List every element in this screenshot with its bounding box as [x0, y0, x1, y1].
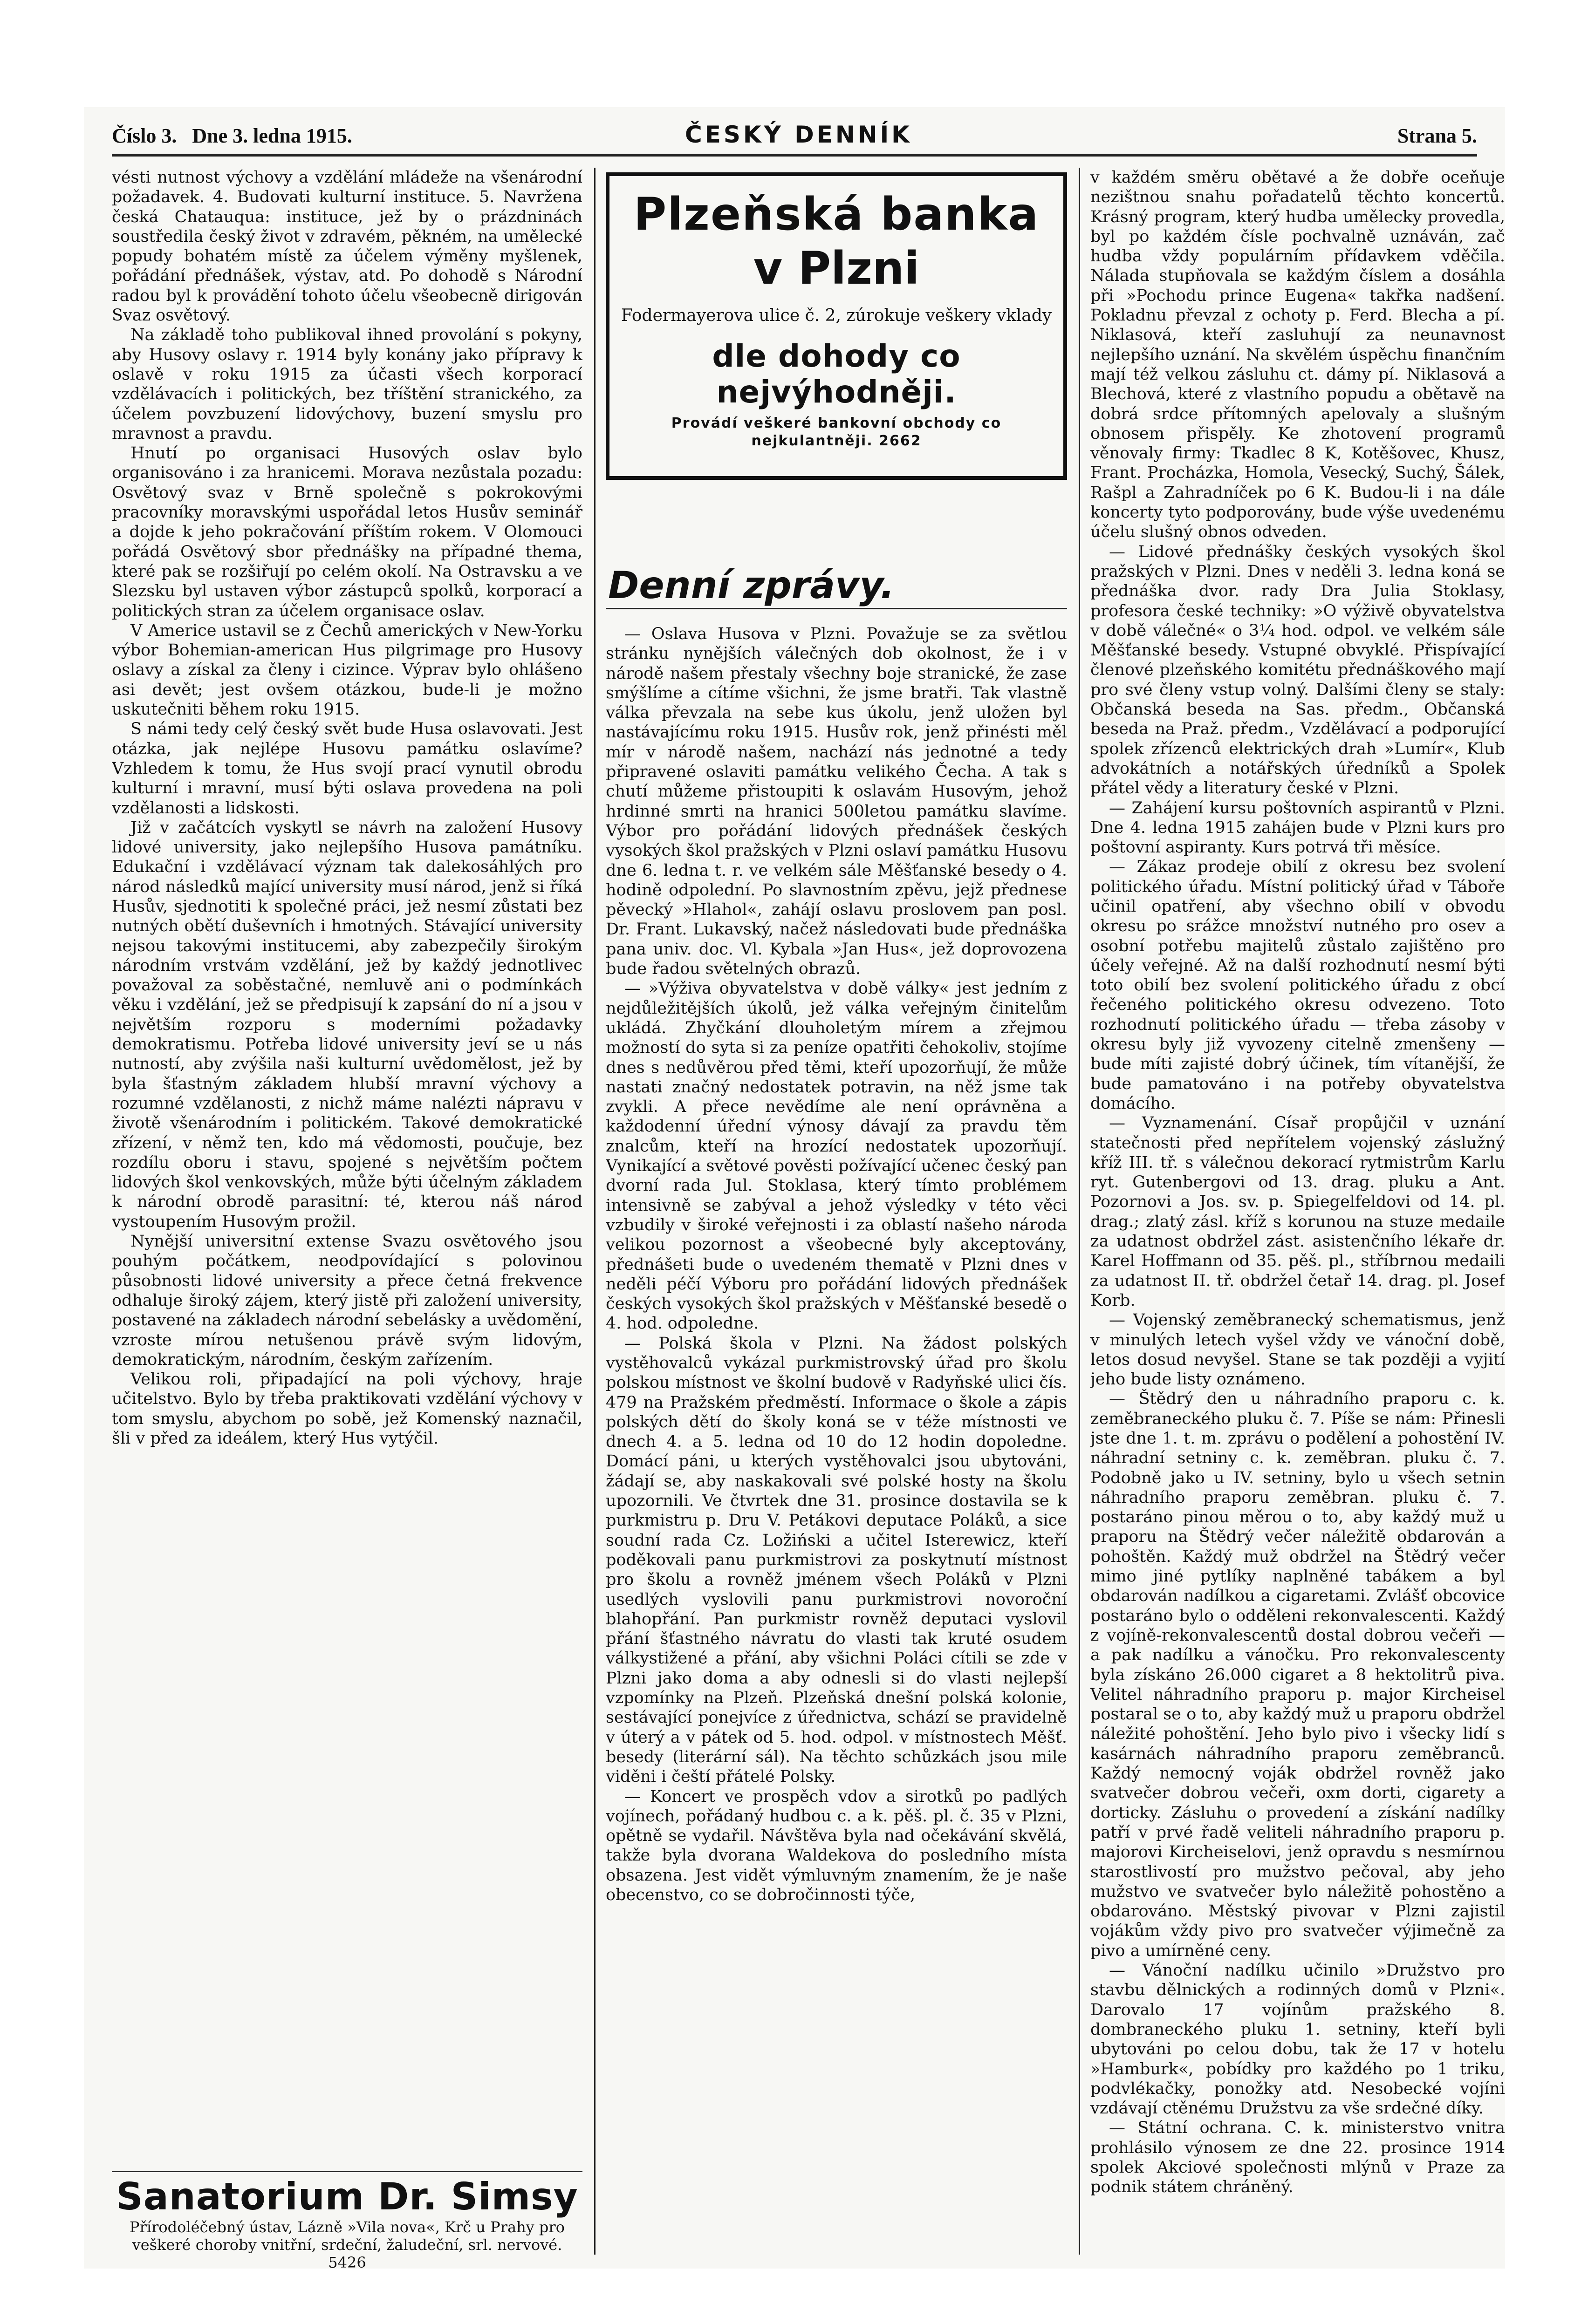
- paragraph: S námi tedy celý český svět bude Husa oslavovati. Jest otázka, jak nejlépe Husovu památku oslavíme? Vzhledem k tomu, že Hus svojí prací vynutil obrodu kulturní i mravní, musí býti oslava provedena na poli vzdělanosti a lidskosti.: [112, 720, 582, 818]
- news-item: — Štědrý den u náhradního praporu c. k. zeměbraneckého pluku č. 7. Píše se nám: Přinesli jste dne 1. t. m. zprávu o podělení a pohostění IV. náhradní setniny c. k. zeměbran. pluku č. 7. Podobně jako u IV. setniny, bylo u všech setnin náhradního praporu zeměbran. pluku č. 7. postaráno pinou měrou o to, aby každý muž u praporu na Štědrý večer náležitě obdarován a pohoštěn. Každý muž obdržel na Štědrý večer mimo jiné pytlíky naplněné tabákem a byl obdarován nadílkou a cigaretami. Zvlášť obcovice postaráno bylo o odděleni rekonvalescenti. Každý z vojíně-rekonvalescentů dostal dobrou večeři — a pak nadílku a vánočku. Pro rekonvalescenty byla získáno 26.000 cigaret a 8 hektolitrů piva. Velitel náhradního praporu p. major Kircheisel postaral se o to, aby každý muž u praporu obdržel náležité pohoštění. Jeho bylo pivo i všecky lidí s kasárnách náhradního praporu zeměbranců. Každý nemocný voják obdržel rovněž jako svatvečer dobrou večeři, oxm dorti, cigarety a dorticky. Zásluhu o provedení a získání nadílky patří v prvé řadě veliteli náhradního praporu p. majorovi Kircheiselovi, jenž opravdu s nesmírnou starostlivostí pro mužstvo pečoval, aby jeho mužstvo ve svatvečer bylo náležitě pohostěno a obdarováno. Městský pivovar v Plzni zajistil vojákům vždy pivo pro svatvečer výjimečně za pivo a umírněné ceny.: [1090, 1390, 1505, 1960]
- section-rule: [606, 608, 1067, 609]
- paragraph: Velikou roli, připadající na poli výchovy, hraje učitelstvo. Bylo by třeba praktikovati vzdělání výchovy v tom smyslu, abychom po sobě, jež Komenský naznačil, šli v před za ideálem, který Hus vytýčil.: [112, 1370, 582, 1448]
- newspaper-title: ČESKÝ DENNÍK: [685, 121, 912, 148]
- news-item: — Vánoční nadílku učinilo »Družstvo pro stavbu dělnických a rodinných domů v Plzni«. Darovalo 17 vojínům pražského 8. dombraneckého pluku 1. setniny, kteří byli ubytováni po celou dobu, tak že 17 v hotelu »Hamburk«, pobídky pro každého po 1 triku, podvlékačky, ponožky atd. Nesobecké vojíni vzdávají ctěnému Družstvu za vše srdečné díky.: [1090, 1961, 1505, 2118]
- bank-advert: [606, 172, 1067, 480]
- paragraph: Hnutí po organisaci Husových oslav bylo organisováno i za hranicemi. Morava nezůstala pozadu: Osvětový svaz v Brně společně s pokrokovými pracovníky moravskými uspořádal letos Husův seminář a dojde k jeho pokračování příštím rokem. V Olomouci pořádá Osvětový sbor přednášky na případné thema, které pak se rozšiřují po celém okolí. Na Ostravsku a ve Slezsku byl ustaven výbor zástupců spolků, korporací a politických stran za účelem organisace oslav.: [112, 444, 582, 620]
- newspaper-page: [84, 107, 1505, 2269]
- issue-and-date: Číslo 3. Dne 3. ledna 1915.: [112, 124, 352, 147]
- news-item: v každém směru obětavé a že dobře oceňuje nezištnou snahu pořadatelů těchto koncertů. Krásný program, který hudba umělecky provedla, byl po každém čísle pochvalně uznáván, zač hudba vždy populárním přídavkem vděčila. Nálada stupňovala se každým číslem a dosáhla při »Pochodu prince Eugena« takřka nadšení. Pokladnu převzal z ochoty p. Ferd. Blecha a pí. Niklasová, kteří zasluhují za neunavnost nejlepšího uznání. Na skvělém úspěchu finančním mají též velkou zásluhu ct. dámy pí. Niklasová a Blechová, které z vlastního popudu a obětavě na dobrá srdce přítomných apelovaly a slušným obnosem přispěly. Ke zhotovení programů věnovaly firmy: Tkadlec 8 K, Kotěšovec, Khusz, Frant. Procházka, Homola, Vesecký, Suchý, Šálek, Rašpl a Zahradníček po 6 K. Budou-li i na dále koncerty tyto podporovány, bude výše uvedenému účelu slušný obnos odveden.: [1090, 168, 1505, 542]
- news-item: — »Výživa obyvatelstva v době války« jest jedním z nejdůležitějších úkolů, jež válka veřejným činitelům ukládá. Zhyčkání dlouholetým mírem a zřejmou možností do syta si za peníze opatřiti čehokoliv, stojíme dnes s nedůvěrou před těmi, kteří upozorňují, že může nastati značný nedostatek potravin, na něž jsme tak zvykli. A přece nevědíme ale není oprávněna a každodenní úřední výnosy dávají za pravdu těm znalcům, kteří na hrozící nedostatek upozorňují. Vynikající a světové pověsti požívající učenec český pan dvorní rada Jul. Stoklasa, který tímto problémem intensivně se zabýval a jehož výsledky v této věci vzbudily v široké veřejnosti i za oblastí našeho národa velikou pozornost a všeobecné byly akceptovány, přednášeti bude o uvedeném thematě v Plzni dnes v neděli péčí Výboru pro pořádání lidových přednášek českých vysokých škol pražských v Měšťanské besedě o 4. hod. odpoledne.: [606, 979, 1067, 1333]
- news-item: — Zákaz prodeje obilí z okresu bez svolení politického úřadu. Místní politický úřad v Táboře učinil opatření, aby všechno obilí v obvodu okresu po srážce množství nutného pro osev a osobní potřebu majitelů zůstalo zajištěno pro účely veřejné. Až na další rozhodnutí nesmí býti toto obilí bez svolení politického úřadu z obcí řečeného politického okresu odvezeno. Toto rozhodnutí politického úřadu — třeba zásoby v okresu byly již vyvozeny citelně zmenšeny — bude míti zajisté dobrý účinek, tím vítanější, že bude pamatováno i na potřeby obyvatelstva domácího.: [1090, 858, 1505, 1113]
- news-item: — Vojenský zeměbranecký schematismus, jenž v minulých letech vyšel vždy ve vánoční době, letos dosud nevyšel. Stane se tak později a vyjití jeho bude listy oznámeno.: [1090, 1311, 1505, 1389]
- news-item: — Oslava Husova v Plzni. Považuje se za světlou stránku nynějších válečných dob okolnost, že i v národě našem přestaly všechny boje stranické, že zase smýšlíme a cítíme všichni, že jsme bratři. Tak vlastně válka převzala na sebe kus úkolu, jenž uložen byl nastávajícímu roku 1915. Husův rok, jenž přinésti měl mír v národě našem, nachází nás jednotné a tedy připravené oslaviti památku velikého Čecha. A tak s chutí můžeme přistoupiti k oslavám Husovým, jehož hrdinné smrti na hranici 500letou památku slavíme. Výbor pro pořádání lidových přednášek českých vysokých škol pražských v Plzni oslaví památku Husovu dne 6. ledna t. r. ve velkém sále Měšťanské besedy o 4. hodině odpolední. Po slavnostním zpěvu, jejž přednese pěvecký »Hlahol«, zahájí oslavu proslovem pan posl. Dr. Frant. Lukavský, načež následovati bude přednáška pana univ. doc. Vl. Kybala »Jan Hus«, jež doprovozena bude řadou světelných obrazů.: [606, 625, 1067, 979]
- page-header: [112, 121, 1477, 157]
- paragraph: Nynější universitní extense Svazu osvětového jsou pouhým počátkem, neodpovídající s polovinou působnosti lidové university a přece četná frekvence odhaluje široký zájem, který jistě při založení university, postavené na základech národní sebelásky a uvědomění, vzroste mírou netušenou právě svým lidovým, demokratickým, národním, českým zařízením.: [112, 1232, 582, 1369]
- news-item: — Státní ochrana. C. k. ministerstvo vnitra prohlásilo výnosem ze dne 22. prosince 1914 spolek Akciové společnosti mlýnů v Praze za podnik státem chráněný.: [1090, 2119, 1505, 2197]
- bank-slogan: dle dohody co nejvýhodněji.: [712, 338, 961, 410]
- bank-address: Fodermayerova ulice č. 2, zúrokuje veškery vklady: [621, 306, 1052, 325]
- sanatorium-text: Přírodoléčebný ústav, Lázně »Vila nova«, Krč u Prahy pro veškeré choroby vnitřní, srdeční, žaludeční, srl. nervové. 5426: [130, 2218, 565, 2271]
- news-item: — Polská škola v Plzni. Na žádost polských vystěhovalců vykázal purkmistrovský úřad pro školu polskou místnost ve školní budově v Radyňské ulici čís. 479 na Pražském předměstí. Informace o škole a zápis polských dětí do školy koná se v téže místnosti ve dnech 4. a 5. ledna od 10 do 12 hodin dopoledne. Domácí páni, u kterých vystěhovalci jsou ubytováni, žádají se, aby naskakovali své polské hosty na školu upozornili. Ve čtvrtek dne 31. prosince dostavila se k purkmistru p. Dru V. Petákovi deputace Poláků, a sice soudní rada Cz. Ložiński a učitel Isterewicz, kteří poděkovali panu purkmistrovi za poskytnutí místnost pro školu a rovněž jménem všech Poláků v Plzni usedlých vyslovili panu purkmistrovi novoroční blahopřání. Pan purkmistr rovněž deputaci vyslovil přání šťastného návratu do vlasti tak kruté osudem válkystižené a přání, aby všichni Poláci cítili se zde v Plzni jako doma a aby odnesli si do vlasti nejlepší vzpomínky na Plzeň. Plzeňská dnešní polská kolonie, sestávající ponejvíce z úřednictva, schází se pravidelně v úterý a v pátek od 5. hod. odpol. v místnostech Měšť. besedy (literární sál). Na těchto schůzkách jsou mile viděni i čeští přátelé Polsky.: [606, 1334, 1067, 1786]
- column-divider: [1079, 168, 1080, 2255]
- paragraph: vésti nutnost výchovy a vzdělání mládeže na všenárodní požadavek. 4. Budovati kulturní instituce. 5. Navržena česká Chatauqua: instituce, jež by o prázdninách soustředila český život v zdravém, pěkném, na umělecké popudy bohatém místě za účelem výměny myšlenek, pořádání přednášek, výstav, atd. Po dohodě s Národní radou byl k provádění tohoto účelu všeobecně dirigován Svaz osvětový.: [112, 168, 582, 325]
- paragraph: Na základě toho publikoval ihned provolání s pokyny, aby Husovy oslavy r. 1914 byly konány jako přípravy k oslavě v roku 1915 za účasti všech korporací vzdělávacích i politických, bez tříštění stranického, za účelem povzbuzení lidovýchovy, buzení smyslu pro mravnost a pravdu.: [112, 326, 582, 443]
- news-item: — Zahájení kursu poštovních aspirantů v Plzni. Dne 4. ledna 1915 zahájen bude v Plzni kurs pro poštovní aspiranty. Kurs potrvá tři měsíce.: [1090, 798, 1505, 857]
- sanatorium-advert: [112, 2171, 582, 2271]
- column-3: [1090, 168, 1505, 2245]
- bank-footer: Provádí veškeré bankovní obchody co nejkulantněji. 2662: [671, 415, 1002, 449]
- paragraph: Již v začátcích vyskytl se návrh na založení Husovy lidové university, jako nejlepšího Husova památníku. Edukační i vzdělávací význam tak dalekosáhlých pro národ následků mající university musí národ, jenž si říká Husův, sjednotiti k společné práci, jež nesmí zůstati bez nutných obětí duševních i hmotných. Stávající university nejsou takovými institucemi, aby zabezpečily širokým národním vrstvám vzdělání, jež by každý jednotlivec považoval za soběstačné, nemluvě ani o podmínkách věku i vzdělání, jež se předpisují k zapsání do ní a jsou v největším rozporu s moderními požadavky demokratismu. Potřeba lidové university jeví se u nás nutností, aby zvýšila naši kulturní uvědomělost, jež by byla šťastným základem hlubší mravní výchovy a rozumné vzdělanosti, z nichž máme nalézti nápravu v životě všenárodním i politickém. Takové demokratické zřízení, v němž ten, kdo má vědomosti, poučuje, bez rozdílu oboru i stavu, spojené s největším počtem lidových škol venkovských, může býti účelným základem k národní obrodě parasitní: té, kterou náš národ vystoupením Husovým prožil.: [112, 818, 582, 1231]
- bank-location: v Plzni: [753, 242, 920, 294]
- bank-name: Plzeňská banka: [633, 188, 1040, 240]
- paragraph: V Americe ustavil se z Čechů amerických v New-Yorku výbor Bohemian-american Hus pilgrimage pro Husovy oslavy a získal za členy i cizince. Výprav bylo ohlášeno asi devět; jest ovšem otázkou, bude-li je možno uskutečniti během roku 1915.: [112, 621, 582, 719]
- column-divider: [594, 168, 596, 2255]
- news-item: — Koncert ve prospěch vdov a sirotků po padlých vojínech, pořádaný hudbou c. a k. pěš. pl. č. 35 v Plzni, opětně se vydařil. Návštěva byla nad očekávání skvělá, takže byla dvorana Waldekova do posledního místa obsazena. Jest vidět výmluvným znamením, že je naše obecenstvo, co se dobročinnosti týče,: [606, 1787, 1067, 1904]
- section-title: Denní zprávy.: [608, 564, 895, 607]
- page-number: Strana 5.: [1397, 124, 1477, 147]
- column-2: [606, 624, 1067, 2255]
- column-1: [112, 168, 582, 2171]
- news-item: — Vyznamenání. Císař propůjčil v uznání statečnosti před nepřítelem vojenský záslužný kříž III. tř. s válečnou dekorací rytmistrům Karlu ryt. Gutenbergovi od 13. drag. pluku a Ant. Pozornovi a Jos. sv. p. Spiegelfeldovi od 14. pl. drag.; zlatý zásl. kříž s korunou na stuze medaile za udatnost obdržel zást. asistenčního lékaře dr. Karel Hoffmann od 35. pěš. pl., stříbrnou medaili za udatnost II. tř. obdržel četař 14. drag. pl. Josef Korb.: [1090, 1114, 1505, 1310]
- news-item: — Lidové přednášky českých vysokých škol pražských v Plzni. Dnes v neděli 3. ledna koná se přednáška dvor. rady Dra Julia Stoklasy, profesora české techniky: »O výživě obyvatelstva v době válečné« o 3¼ hod. odpol. ve velkém sále Měšťanské besedy. Vstupné obvyklé. Přispívající členové plzeňského komitétu přednáškového mají pro své členy vstup volný. Dalšími členy se staly: Občanská beseda na Sas. předm., Občanská beseda na Praž. předm., Vzdělávací a podporující spolek zřízenců elektrických drah »Lumír«, Klub advokátních a notářských úředníků a Spolek přátel vědy a literatury české v Plzni.: [1090, 542, 1505, 798]
- sanatorium-name: Sanatorium Dr. Simsy: [116, 2175, 578, 2218]
